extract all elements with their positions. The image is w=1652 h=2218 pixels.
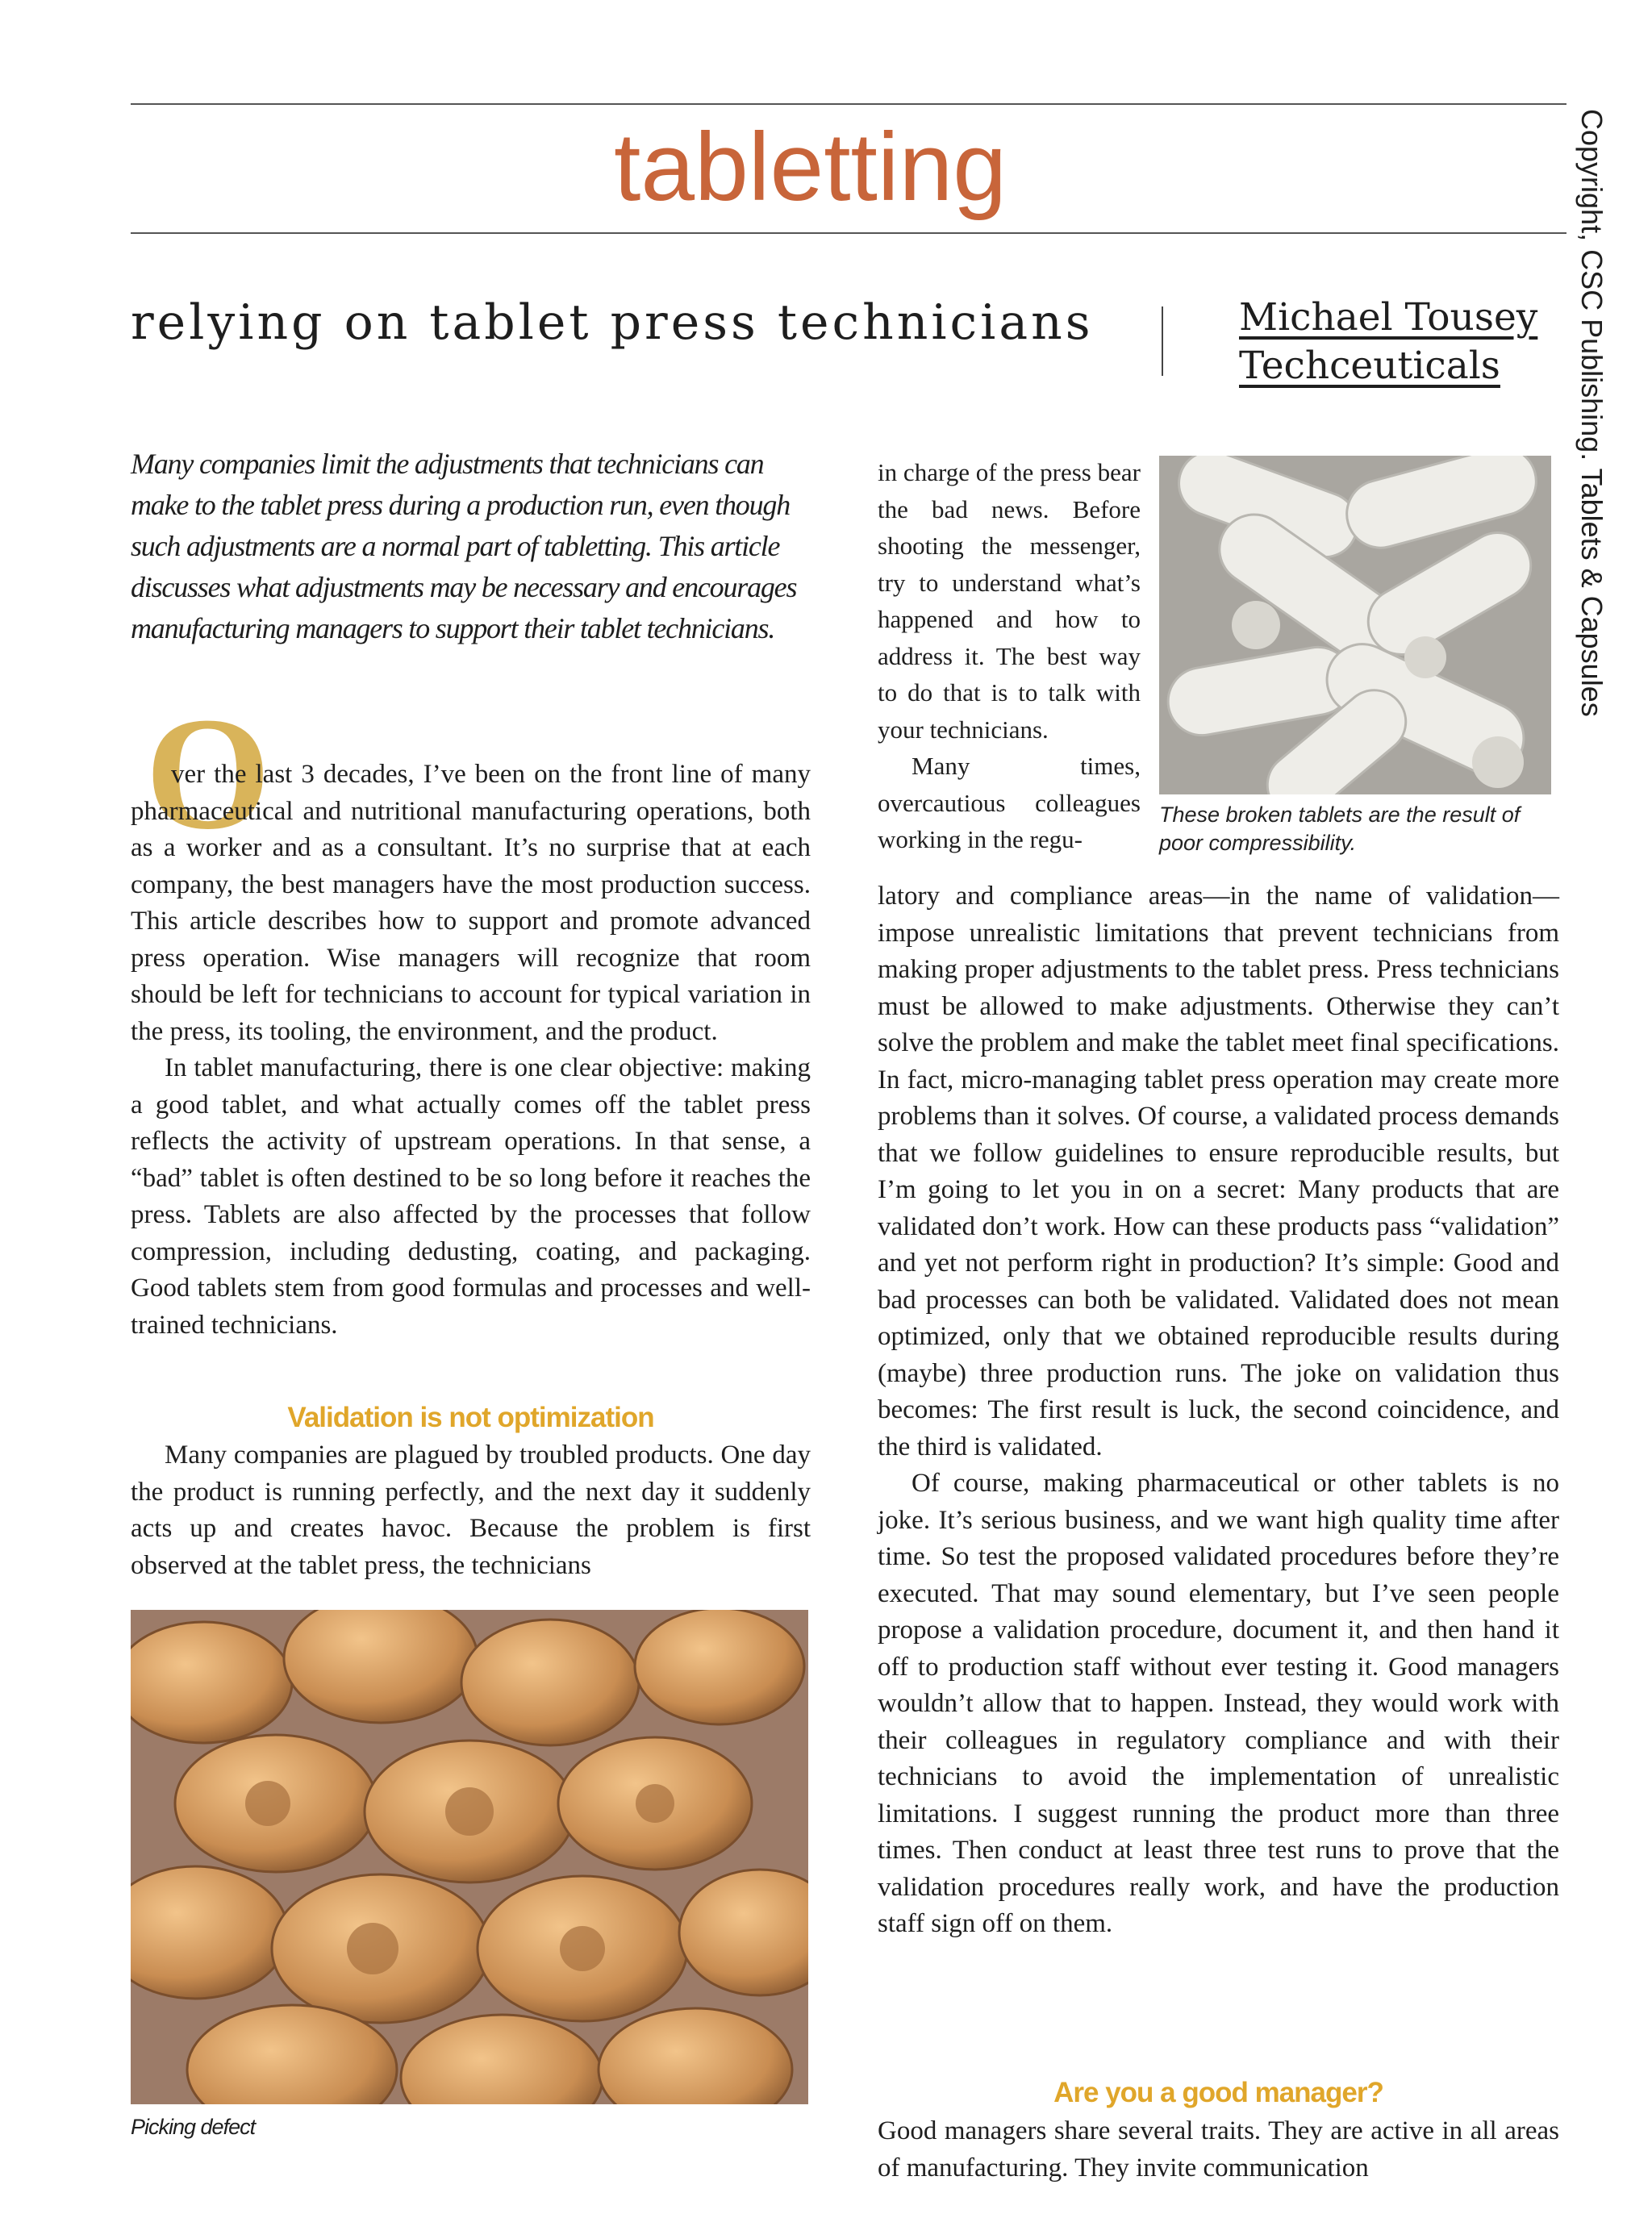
byline [1239,294,1537,390]
body-paragraph: Of course, making pharmaceutical or other tablets is no joke. It’s serious business, and we want high quality time after time. So test the proposed validated procedures before they’re executed. That may sound elementary, but I’ve seen people propose a validation procedure, document it, and then hand it off to production staff without ever testing it. Good managers wouldn’t allow that to happen. Instead, they would work with their colleagues in regulatory compliance and with their technicians to avoid the implementation of unrealistic limitations. I suggest running the product more than three times. Then conduct at least three test runs to prove that the validation procedures really work, and have the production staff sign off on them. [878,1469,1559,1938]
header-top-rule [131,103,1566,105]
body-paragraph: In tablet manufacturing, there is one clear objective: making a good tablet, and what actually comes off the tablet press reflects the activity of upstream operations. In that sense, a “bad” tablet is often destined to be so long before it reaches the press. Tablets are also affected by the processes that follow compression, including dedusting, coating, and packaging. Good tablets stem from good formulas and processes and well-trained technicians. [131,1053,811,1340]
body-paragraph: in charge of the press bear the bad news. Before shooting the messenger, try to understand what’s happened and how to address it. The best way to do that is to talk with your technicians. [878,458,1141,744]
broken-tablets-caption: These broken tablets are the result of poor compressibility. [1159,803,1521,855]
body-paragraph: ver the last 3 decades, I’ve been on the front line of many pharmaceutical and nutritional manufacturing operations, both as a worker and as a consultant. It’s no surprise that at each company, the best managers have the most production success. This article describes how to support and promote advanced press operation. Wise managers will recognize that room should be left for technicians to account for typical variation in the press, its tooling, the environment, and the product. [131,760,811,1046]
vertical-copyright: Copyright, CSC Publishing. Tablets & Capsules [1575,109,1608,717]
body-column-right-continued [878,2113,1559,2187]
byline-divider [1162,306,1163,376]
section-title: tabletting [613,113,1007,221]
body-paragraph: Many companies are plagued by troubled products. One day the product is running perfectly, and the next day it suddenly acts up and creates havoc. Because the problem is first observed at the tablet press, the technicians [131,1440,811,1580]
broken-tablets-illustration [1159,456,1551,794]
body-paragraph: latory and compliance areas—in the name of validation—impose unrealistic limitations that prevent technicians from making proper adjustments to the tablet press. Press technicians must be allowed to make adjustments. Otherwise they can’t solve the problem and make the tablet meet final specifications. In fact, micro-managing tablet press operation may create more problems than it solves. Of course, a validated process demands that we follow guidelines to ensure reproducible results, but I’m going to let you in on a secret: Many products that are validated don’t work. How can these products pass “validation” and yet not perform right in production? It’s simple: Good and bad processes can both be validated. Validated does not mean optimized, only that we obtained reproducible results during (maybe) three production runs. The joke on validation thus becomes: The first result is luck, the second coincidence, and the third is validated. [878,882,1559,1461]
body-column-right [878,878,1559,1943]
body-column-narrow [878,454,1141,858]
body-column-left-continued [131,1437,811,1584]
picking-defect-photo [131,1610,808,2104]
body-paragraph: Good managers share several traits. They are active in all areas of manufacturing. They invite communication [878,2116,1559,2183]
standfirst: Many companies limit the adjustments that technicians can make to the tablet press during a production run, even though such adjustments are a normal part of tabletting. This article discusses what adjustments may be necessary and encourages manufacturing managers to support their tablet technicians. [131,448,797,644]
subhead-validation: Validation is not optimization [287,1402,654,1433]
picking-defect-caption: Picking defect [131,2115,256,2139]
broken-tablets-photo [1159,456,1551,794]
picking-defect-illustration [131,1610,808,2104]
author-organization: Techceuticals [1239,344,1500,388]
article-title: relying on tablet press technicians [131,294,1094,351]
body-column-left [131,757,811,1344]
header-bottom-rule [131,232,1566,234]
author-name: Michael Tousey [1239,295,1538,340]
drop-cap: O [145,685,271,863]
subhead-good-manager: Are you a good manager? [1053,2077,1383,2108]
body-paragraph: Many times, overcautious colleagues working in the regu- [878,752,1141,853]
